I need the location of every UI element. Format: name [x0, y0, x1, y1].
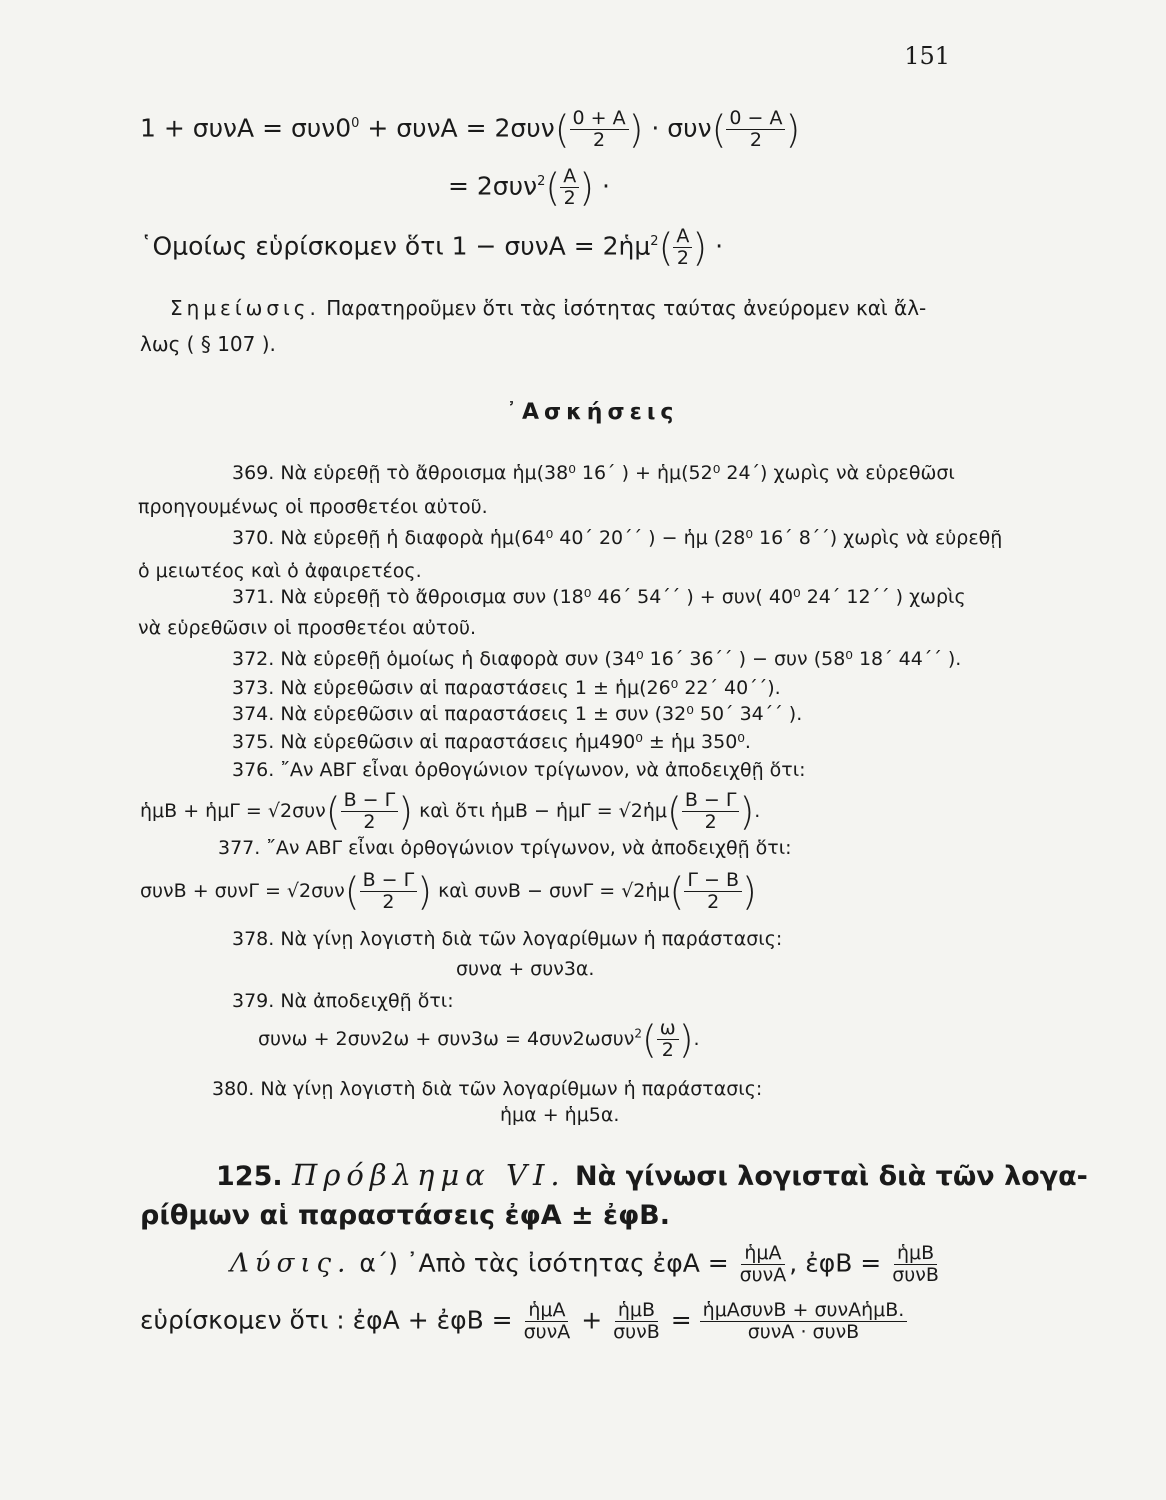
equals-sign: = — [670, 1305, 692, 1335]
ex376-frac-2: $\frac{B - \Gamma}{2}$ — [682, 790, 740, 833]
sum-frac-3: $\frac{\text{ἡμΑσυνΒ + συνΑἡμΒ.}}{\text{συνΑ · συνΒ}}$ — [700, 1300, 908, 1343]
ex377-frac-1: $\frac{B - \Gamma}{2}$ — [360, 870, 418, 913]
ex377-frac-2: $\frac{\Gamma - B}{2}$ — [684, 870, 742, 913]
ex377-eq-right: καὶ συνΒ − συνΓ = √2ἡμ — [438, 879, 670, 902]
note-text-1: Παρατηροῦμεν ὅτι τὰς ἰσότητας ταύτας ἀνεύρομεν καὶ ἄλ- — [326, 296, 927, 320]
exercise-374: 374. Νὰ εὑρεθῶσιν αἱ παραστάσεις 1 ± συν (32⁰ 50΄ 34΄΄ ). — [232, 703, 803, 725]
ex376-eq-left: ἡμΒ + ἡμΓ = √2συν — [140, 799, 326, 822]
section-number: 125. — [216, 1161, 283, 1192]
eq3-sup: 2 — [650, 234, 659, 250]
solution-line-1 — [230, 1243, 942, 1286]
sum-frac-2: $\frac{\text{ἡμΒ}}{\text{συνΒ}}$ — [613, 1299, 660, 1343]
exercise-371-line-2: νὰ εὑρεθῶσιν οἱ προσθετέοι αὐτοῦ. — [138, 617, 477, 639]
equation-similarly: ῾Ομοίως εὑρίσκομεν ὅτι 1 − συνΑ = 2ἡμ$^2$( $\frac{A}{2}$ ) · — [140, 225, 724, 270]
section-title-italic: Πρόβλημα VI. — [292, 1158, 566, 1192]
tanA-frac: $\frac{\text{ἡμΑ}}{\text{συνΑ}}$ — [739, 1242, 787, 1286]
note-label: Σημείωσις. — [170, 296, 320, 320]
exercise-379-equation: συνω + 2συν2ω + συν3ω = 4συν2ωσυν$^2$( $\frac{\omega}{2}$ ). — [258, 1017, 700, 1062]
eq1-degree: 0 — [351, 116, 360, 132]
eq1-mid: + συνΑ = 2συν — [359, 113, 555, 143]
solution-label: Λύσις. — [230, 1248, 352, 1279]
equation-sum-identity: $1 + \sigma\upsilon\nu A = \sigma\upsilon\nu 0^0 + \sigma\upsilon\nu A = 2\sigma\upsilon\nu$( $\frac{0 + A}{2}$ ) · συν( $\frac{0 - A}{2}$ ) — [140, 107, 801, 152]
section-title-rest: Νὰ γίνωσι λογισταὶ διὰ τῶν λογα- — [575, 1161, 1088, 1192]
exercise-370-line-2: ὁ μειωτέος καὶ ὁ ἀφαιρετέος. — [138, 560, 422, 582]
exercise-380-expression: ἡμα + ἡμ5α. — [500, 1104, 620, 1126]
exercise-378-expression: συνα + συν3α. — [456, 958, 595, 980]
exercise-370-line-1: 370. Νὰ εὑρεθῇ ἡ διαφορὰ ἡμ(64⁰ 40΄ 20΄΄ ) − ἡμ (28⁰ 16΄ 8΄΄) χωρὶς νὰ εὑρεθῇ — [232, 527, 1003, 549]
tanB-frac: $\frac{\text{ἡμΒ}}{\text{συνΒ}}$ — [892, 1242, 939, 1286]
solution-line-2 — [140, 1300, 907, 1343]
section-125-title — [216, 1158, 1088, 1192]
eq1-frac-1: $\frac{0 + A}{2}$ — [570, 108, 629, 151]
exercise-369-line-1: 369. Νὰ εὑρεθῇ τὸ ἄθροισμα ἡμ(38⁰ 16΄ ) + ἡμ(52⁰ 24΄) χωρὶς νὰ εὑρεθῶσι — [232, 462, 955, 484]
ex379-frac: $\frac{\omega}{2}$ — [657, 1018, 679, 1061]
exercise-373: 373. Νὰ εὑρεθῶσιν αἱ παραστάσεις 1 ± ἡμ(26⁰ 22΄ 40΄΄). — [232, 677, 781, 699]
eq3-frac: $\frac{A}{2}$ — [673, 226, 692, 269]
exercises-heading: ᾿Ασκήσεις — [506, 400, 679, 425]
equation-result: = 2συν$^2$( $\frac{A}{2}$ ) · — [448, 165, 610, 210]
ex376-frac-1: $\frac{B - \Gamma}{2}$ — [341, 790, 399, 833]
exercise-376: 376. ῎Αν ΑΒΓ εἶναι ὀρθογώνιον τρίγωνον, νὰ ἀποδειχθῇ ὅτι: — [232, 759, 806, 781]
exercise-377-equation: συνΒ + συνΓ = √2συν( $\frac{B - \Gamma}{2}$ ) καὶ συνΒ − συνΓ = √2ἡμ( $\frac{\Gamma - B}{2}$ ) — [140, 869, 757, 914]
exercise-379: 379. Νὰ ἀποδειχθῇ ὅτι: — [232, 990, 454, 1012]
plus-sign: + — [581, 1305, 603, 1335]
exercise-369-line-2: προηγουμένως οἱ προσθετέοι αὐτοῦ. — [138, 496, 488, 518]
eq1-frac-2: $\frac{0 - A}{2}$ — [726, 108, 785, 151]
eq2-pre: = 2συν — [448, 171, 538, 201]
exercise-376-equation: ἡμΒ + ἡμΓ = √2συν( $\frac{B - \Gamma}{2}$ ) καὶ ὅτι ἡμΒ − ἡμΓ = √2ἡμ( $\frac{B - \Gamma}{2}$ ). — [140, 789, 761, 834]
eq2-frac: $\frac{A}{2}$ — [560, 166, 579, 209]
note-line-2: λως ( § 107 ). — [140, 332, 276, 356]
eq1-lhs: 1 + συνΑ = συν0 — [140, 113, 352, 143]
solution-mid: , ἐφΒ = — [789, 1248, 882, 1278]
exercise-371-line-1: 371. Νὰ εὑρεθῇ τὸ ἄθροισμα συν (18⁰ 46΄ 54΄΄ ) + συν( 40⁰ 24΄ 12΄΄ ) χωρὶς — [232, 586, 966, 608]
section-125-line-2: ρίθμων αἱ παραστάσεις ἐφΑ ± ἐφΒ. — [140, 1200, 671, 1231]
eq3-post: · — [707, 231, 724, 261]
eq1-dot: · συν — [643, 113, 712, 143]
page-number: 151 — [904, 42, 950, 70]
ex376-eq-right: καὶ ὅτι ἡμΒ − ἡμΓ = √2ἡμ — [419, 799, 667, 822]
ex377-eq-left: συνΒ + συνΓ = √2συν — [140, 879, 345, 902]
eq2-sup: 2 — [537, 174, 546, 190]
exercise-375: 375. Νὰ εὑρεθῶσιν αἱ παραστάσεις ἡμ490⁰ ± ἡμ 350⁰. — [232, 731, 751, 753]
ex379-eq: συνω + 2συν2ω + συν3ω = 4συν2ωσυν — [258, 1027, 635, 1050]
ex379-sup: 2 — [634, 1026, 642, 1041]
solution-line2-text: εὑρίσκομεν ὅτι : ἐφΑ + ἐφΒ = — [140, 1305, 513, 1335]
note-line-1 — [170, 296, 926, 320]
exercise-372: 372. Νὰ εὑρεθῇ ὁμοίως ἡ διαφορὰ συν (34⁰ 16΄ 36΄΄ ) − συν (58⁰ 18΄ 44΄΄ ). — [232, 648, 962, 670]
solution-text: α΄) ᾿Απὸ τὰς ἰσότητας ἐφΑ = — [359, 1248, 729, 1278]
exercise-377: 377. ῎Αν ΑΒΓ εἶναι ὀρθογώνιον τρίγωνον, νὰ ἀποδειχθῇ ὅτι: — [218, 837, 792, 859]
eq3-pre: ῾Ομοίως εὑρίσκομεν ὅτι 1 − συνΑ = 2ἡμ — [140, 231, 651, 261]
eq2-post: · — [594, 171, 610, 201]
exercise-380: 380. Νὰ γίνῃ λογιστὴ διὰ τῶν λογαρίθμων ἡ παράστασις: — [212, 1078, 763, 1100]
exercise-378: 378. Νὰ γίνῃ λογιστὴ διὰ τῶν λογαρίθμων ἡ παράστασις: — [232, 928, 783, 950]
sum-frac-1: $\frac{\text{ἡμΑ}}{\text{συνΑ}}$ — [523, 1299, 571, 1343]
